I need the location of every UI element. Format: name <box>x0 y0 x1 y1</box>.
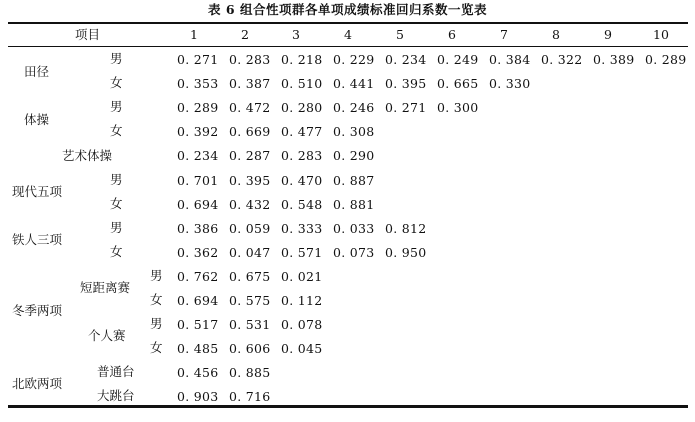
table-cell: 0. 271 <box>385 100 427 115</box>
table-cell: 0. 903 <box>177 389 219 404</box>
table-cell: 0. 047 <box>229 245 271 260</box>
table-cell: 0. 571 <box>281 245 323 260</box>
subgroup-label-normal-hill: 普通台 <box>97 364 135 379</box>
group-label-athletics: 田径 <box>24 64 50 79</box>
table-cell: 0. 234 <box>177 148 219 163</box>
table-cell: 0. 300 <box>437 100 479 115</box>
table-cell: 0. 271 <box>177 52 219 67</box>
table-cell: 0. 531 <box>229 317 271 332</box>
table-cell: 0. 885 <box>229 365 271 380</box>
table-cell: 0. 280 <box>281 100 323 115</box>
header-rule <box>8 46 688 47</box>
group-label-rhythmic-gymnastics: 艺术体操 <box>62 148 113 163</box>
header-col-10: 10 <box>653 27 669 42</box>
table-cell: 0. 716 <box>229 389 271 404</box>
group-label-nordic-combined: 北欧两项 <box>12 376 63 391</box>
gender-label-female: 女 <box>150 340 163 355</box>
gender-label-female: 女 <box>150 292 163 307</box>
gender-label-male: 男 <box>110 99 123 114</box>
subgroup-label-sprint: 短距离赛 <box>80 280 131 295</box>
table-cell: 0. 477 <box>281 124 323 139</box>
gender-label-female: 女 <box>110 196 123 211</box>
table-cell: 0. 033 <box>333 221 375 236</box>
table-cell: 0. 330 <box>489 76 531 91</box>
table-cell: 0. 812 <box>385 221 427 236</box>
table-cell: 0. 386 <box>177 221 219 236</box>
table-cell: 0. 283 <box>229 52 271 67</box>
table-cell: 0. 887 <box>333 173 375 188</box>
table-cell: 0. 290 <box>333 148 375 163</box>
table-cell: 0. 762 <box>177 269 219 284</box>
table-cell: 0. 353 <box>177 76 219 91</box>
header-col-3: 3 <box>292 27 300 42</box>
table-cell: 0. 218 <box>281 52 323 67</box>
table-cell: 0. 322 <box>541 52 583 67</box>
table-cell: 0. 950 <box>385 245 427 260</box>
header-col-5: 5 <box>396 27 404 42</box>
table-cell: 0. 112 <box>281 293 323 308</box>
table-cell: 0. 470 <box>281 173 323 188</box>
table-cell: 0. 669 <box>229 124 271 139</box>
header-col-8: 8 <box>552 27 560 42</box>
table-cell: 0. 389 <box>593 52 635 67</box>
table-cell: 0. 575 <box>229 293 271 308</box>
gender-label-male: 男 <box>150 268 163 283</box>
header-col-1: 1 <box>190 27 198 42</box>
header-col-4: 4 <box>344 27 352 42</box>
table-cell: 0. 362 <box>177 245 219 260</box>
table-cell: 0. 881 <box>333 197 375 212</box>
table-cell: 0. 395 <box>229 173 271 188</box>
table-cell: 0. 432 <box>229 197 271 212</box>
header-col-2: 2 <box>241 27 249 42</box>
table-cell: 0. 234 <box>385 52 427 67</box>
group-label-biathlon: 冬季两项 <box>12 303 63 318</box>
table-cell: 0. 387 <box>229 76 271 91</box>
table-cell: 0. 392 <box>177 124 219 139</box>
bottom-rule <box>8 405 688 408</box>
gender-label-female: 女 <box>110 244 123 259</box>
gender-label-female: 女 <box>110 123 123 138</box>
gender-label-male: 男 <box>110 172 123 187</box>
group-label-gymnastics: 体操 <box>24 112 50 127</box>
table-cell: 0. 675 <box>229 269 271 284</box>
table-cell: 0. 045 <box>281 341 323 356</box>
table-caption: 表 6 组合性项群各单项成绩标准回归系数一览表 <box>208 2 487 17</box>
gender-label-male: 男 <box>110 220 123 235</box>
table-cell: 0. 289 <box>177 100 219 115</box>
table-cell: 0. 246 <box>333 100 375 115</box>
table-cell: 0. 510 <box>281 76 323 91</box>
table-cell: 0. 665 <box>437 76 479 91</box>
table-cell: 0. 287 <box>229 148 271 163</box>
table-cell: 0. 485 <box>177 341 219 356</box>
header-item-label: 项目 <box>75 27 101 42</box>
header-col-6: 6 <box>448 27 456 42</box>
table-cell: 0. 548 <box>281 197 323 212</box>
gender-label-male: 男 <box>110 51 123 66</box>
table-cell: 0. 606 <box>229 341 271 356</box>
gender-label-female: 女 <box>110 75 123 90</box>
subgroup-label-large-hill: 大跳台 <box>97 388 135 403</box>
table-cell: 0. 441 <box>333 76 375 91</box>
table-cell: 0. 384 <box>489 52 531 67</box>
top-rule <box>8 22 688 24</box>
table-cell: 0. 289 <box>645 52 687 67</box>
table-cell: 0. 694 <box>177 293 219 308</box>
header-col-9: 9 <box>604 27 612 42</box>
gender-label-male: 男 <box>150 316 163 331</box>
table-cell: 0. 249 <box>437 52 479 67</box>
table-cell: 0. 333 <box>281 221 323 236</box>
table-cell: 0. 701 <box>177 173 219 188</box>
table-cell: 0. 073 <box>333 245 375 260</box>
table-cell: 0. 694 <box>177 197 219 212</box>
table-cell: 0. 283 <box>281 148 323 163</box>
table-cell: 0. 395 <box>385 76 427 91</box>
table-cell: 0. 078 <box>281 317 323 332</box>
group-label-triathlon: 铁人三项 <box>12 232 63 247</box>
table-cell: 0. 229 <box>333 52 375 67</box>
header-col-7: 7 <box>500 27 508 42</box>
subgroup-label-individual: 个人赛 <box>88 328 126 343</box>
table-cell: 0. 059 <box>229 221 271 236</box>
table-cell: 0. 456 <box>177 365 219 380</box>
table-cell: 0. 517 <box>177 317 219 332</box>
group-label-modern-pentathlon: 现代五项 <box>12 184 63 199</box>
table-cell: 0. 472 <box>229 100 271 115</box>
table-cell: 0. 308 <box>333 124 375 139</box>
table-cell: 0. 021 <box>281 269 323 284</box>
